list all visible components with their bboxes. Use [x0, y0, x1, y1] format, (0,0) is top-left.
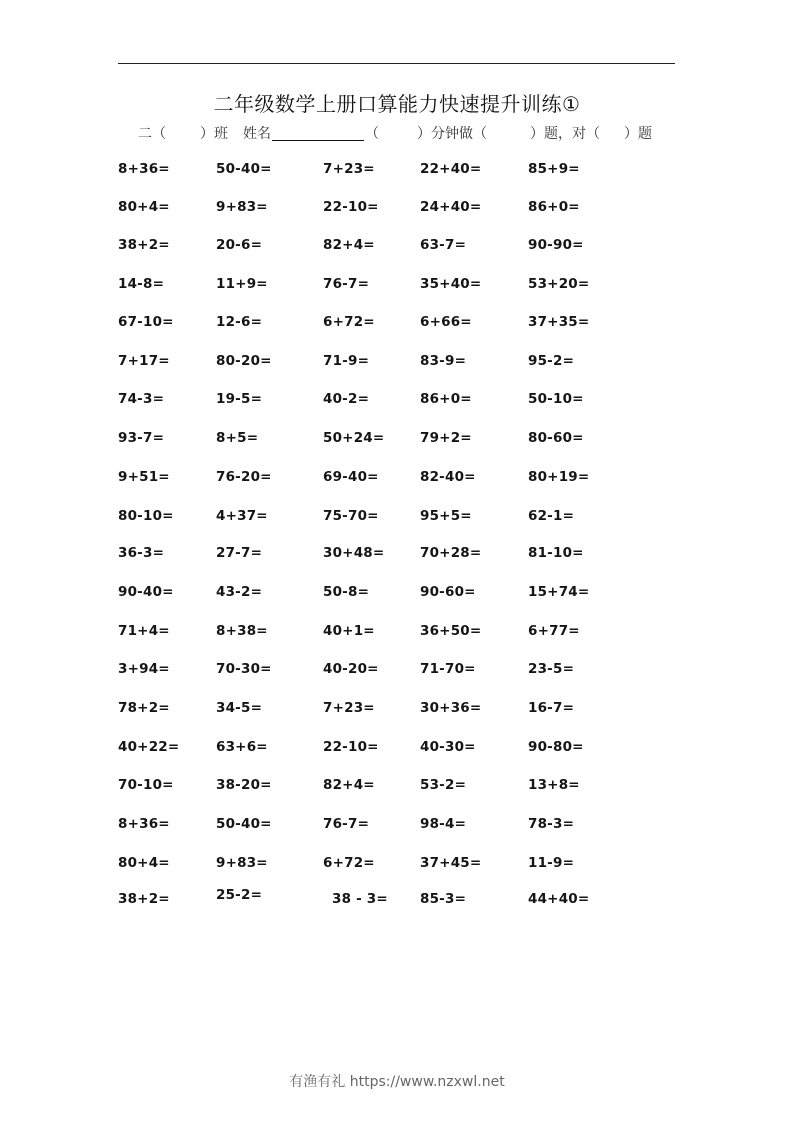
problem-r4-c2: 11+9=	[216, 276, 268, 292]
problem-r10-c1: 80-10=	[118, 508, 174, 524]
problem-r15-c1: 78+2=	[118, 700, 170, 716]
problem-r3-c5: 90-90=	[528, 237, 584, 253]
problem-r9-c4: 82-40=	[420, 469, 476, 485]
problem-r5-c4: 6+66=	[420, 314, 472, 330]
problem-r14-c1: 3+94=	[118, 661, 170, 677]
problem-r20-c2: 25-2=	[216, 887, 263, 903]
problem-r11-c4: 70+28=	[420, 545, 482, 561]
problem-r5-c3: 6+72=	[323, 314, 375, 330]
problem-r15-c2: 34-5=	[216, 700, 263, 716]
problem-r10-c3: 75-70=	[323, 508, 379, 524]
problem-r12-c5: 15+74=	[528, 584, 590, 600]
problem-r3-c1: 38+2=	[118, 237, 170, 253]
problem-r8-c4: 79+2=	[420, 430, 472, 446]
problem-r18-c4: 98-4=	[420, 816, 467, 832]
problem-r12-c2: 43-2=	[216, 584, 263, 600]
problem-r19-c1: 80+4=	[118, 855, 170, 871]
problem-r1-c3: 7+23=	[323, 161, 375, 177]
problem-r6-c5: 95-2=	[528, 353, 575, 369]
problem-r12-c3: 50-8=	[323, 584, 370, 600]
questions-label: ）题，对（	[530, 126, 600, 142]
problem-r2-c2: 9+83=	[216, 199, 268, 215]
problem-r15-c5: 16-7=	[528, 700, 575, 716]
problem-r9-c3: 69-40=	[323, 469, 379, 485]
problem-r20-c3: 38 - 3=	[332, 891, 388, 907]
problem-r8-c5: 80-60=	[528, 430, 584, 446]
problem-r13-c3: 40+1=	[323, 623, 375, 639]
problem-r11-c1: 36-3=	[118, 545, 165, 561]
problem-r1-c1: 8+36=	[118, 161, 170, 177]
problem-r3-c3: 82+4=	[323, 237, 375, 253]
class-suffix: ）班	[200, 126, 228, 142]
problem-r4-c4: 35+40=	[420, 276, 482, 292]
problem-r18-c2: 50-40=	[216, 816, 272, 832]
problem-r19-c2: 9+83=	[216, 855, 268, 871]
problem-r5-c1: 67-10=	[118, 314, 174, 330]
problem-r7-c3: 40-2=	[323, 391, 370, 407]
problem-r8-c3: 50+24=	[323, 430, 385, 446]
worksheet-title: 二年级数学上册口算能力快速提升训练①	[213, 92, 581, 116]
problem-r14-c2: 70-30=	[216, 661, 272, 677]
problem-r3-c4: 63-7=	[420, 237, 467, 253]
problem-r14-c3: 40-20=	[323, 661, 379, 677]
problem-r15-c3: 7+23=	[323, 700, 375, 716]
name-label: 姓名	[243, 126, 271, 142]
problem-r20-c5: 44+40=	[528, 891, 590, 907]
problem-r15-c4: 30+36=	[420, 700, 482, 716]
problem-r6-c2: 80-20=	[216, 353, 272, 369]
problem-r9-c5: 80+19=	[528, 469, 590, 485]
problem-r18-c1: 8+36=	[118, 816, 170, 832]
problem-r19-c3: 6+72=	[323, 855, 375, 871]
problem-r12-c1: 90-40=	[118, 584, 174, 600]
problem-r16-c5: 90-80=	[528, 739, 584, 755]
problem-r2-c3: 22-10=	[323, 199, 379, 215]
grade-prefix: 二（	[138, 126, 166, 142]
problem-r6-c4: 83-9=	[420, 353, 467, 369]
problem-r3-c2: 20-6=	[216, 237, 263, 253]
problem-r7-c1: 74-3=	[118, 391, 165, 407]
minutes-open: （	[365, 126, 379, 142]
problem-r9-c1: 9+51=	[118, 469, 170, 485]
problem-r18-c5: 78-3=	[528, 816, 575, 832]
problem-r4-c5: 53+20=	[528, 276, 590, 292]
problem-r2-c1: 80+4=	[118, 199, 170, 215]
problem-r4-c1: 14-8=	[118, 276, 165, 292]
problem-r7-c2: 19-5=	[216, 391, 263, 407]
problem-r9-c2: 76-20=	[216, 469, 272, 485]
problem-r5-c5: 37+35=	[528, 314, 590, 330]
problem-r14-c5: 23-5=	[528, 661, 575, 677]
problem-r16-c3: 22-10=	[323, 739, 379, 755]
problem-r19-c4: 37+45=	[420, 855, 482, 871]
problem-r7-c4: 86+0=	[420, 391, 472, 407]
problem-r7-c5: 50-10=	[528, 391, 584, 407]
problem-r11-c2: 27-7=	[216, 545, 263, 561]
problem-r8-c2: 8+5=	[216, 430, 259, 446]
problem-r16-c2: 63+6=	[216, 739, 268, 755]
problem-r17-c5: 13+8=	[528, 777, 580, 793]
problem-r16-c1: 40+22=	[118, 739, 180, 755]
footer-watermark: 有渔有礼 https://www.nzxwl.net	[289, 1074, 505, 1090]
problem-r20-c1: 38+2=	[118, 891, 170, 907]
problem-r17-c3: 82+4=	[323, 777, 375, 793]
problem-r13-c5: 6+77=	[528, 623, 580, 639]
problem-r13-c4: 36+50=	[420, 623, 482, 639]
problem-r13-c1: 71+4=	[118, 623, 170, 639]
problem-r1-c2: 50-40=	[216, 161, 272, 177]
problem-r17-c4: 53-2=	[420, 777, 467, 793]
problem-r4-c3: 76-7=	[323, 276, 370, 292]
problem-r20-c4: 85-3=	[420, 891, 467, 907]
correct-label: ）题	[624, 126, 652, 142]
problem-r10-c4: 95+5=	[420, 508, 472, 524]
problem-r13-c2: 8+38=	[216, 623, 268, 639]
minutes-label: ）分钟做（	[417, 126, 487, 142]
problem-r12-c4: 90-60=	[420, 584, 476, 600]
problem-r6-c3: 71-9=	[323, 353, 370, 369]
problem-r1-c4: 22+40=	[420, 161, 482, 177]
problem-r14-c4: 71-70=	[420, 661, 476, 677]
problem-r11-c3: 30+48=	[323, 545, 385, 561]
problem-r10-c2: 4+37=	[216, 508, 268, 524]
problem-r2-c5: 86+0=	[528, 199, 580, 215]
problem-r19-c5: 11-9=	[528, 855, 575, 871]
problem-r6-c1: 7+17=	[118, 353, 170, 369]
problem-r5-c2: 12-6=	[216, 314, 263, 330]
problem-r1-c5: 85+9=	[528, 161, 580, 177]
problem-r8-c1: 93-7=	[118, 430, 165, 446]
problem-r11-c5: 81-10=	[528, 545, 584, 561]
problem-r10-c5: 62-1=	[528, 508, 575, 524]
problem-r16-c4: 40-30=	[420, 739, 476, 755]
problem-r17-c1: 70-10=	[118, 777, 174, 793]
problem-r18-c3: 76-7=	[323, 816, 370, 832]
problem-r2-c4: 24+40=	[420, 199, 482, 215]
problem-r17-c2: 38-20=	[216, 777, 272, 793]
